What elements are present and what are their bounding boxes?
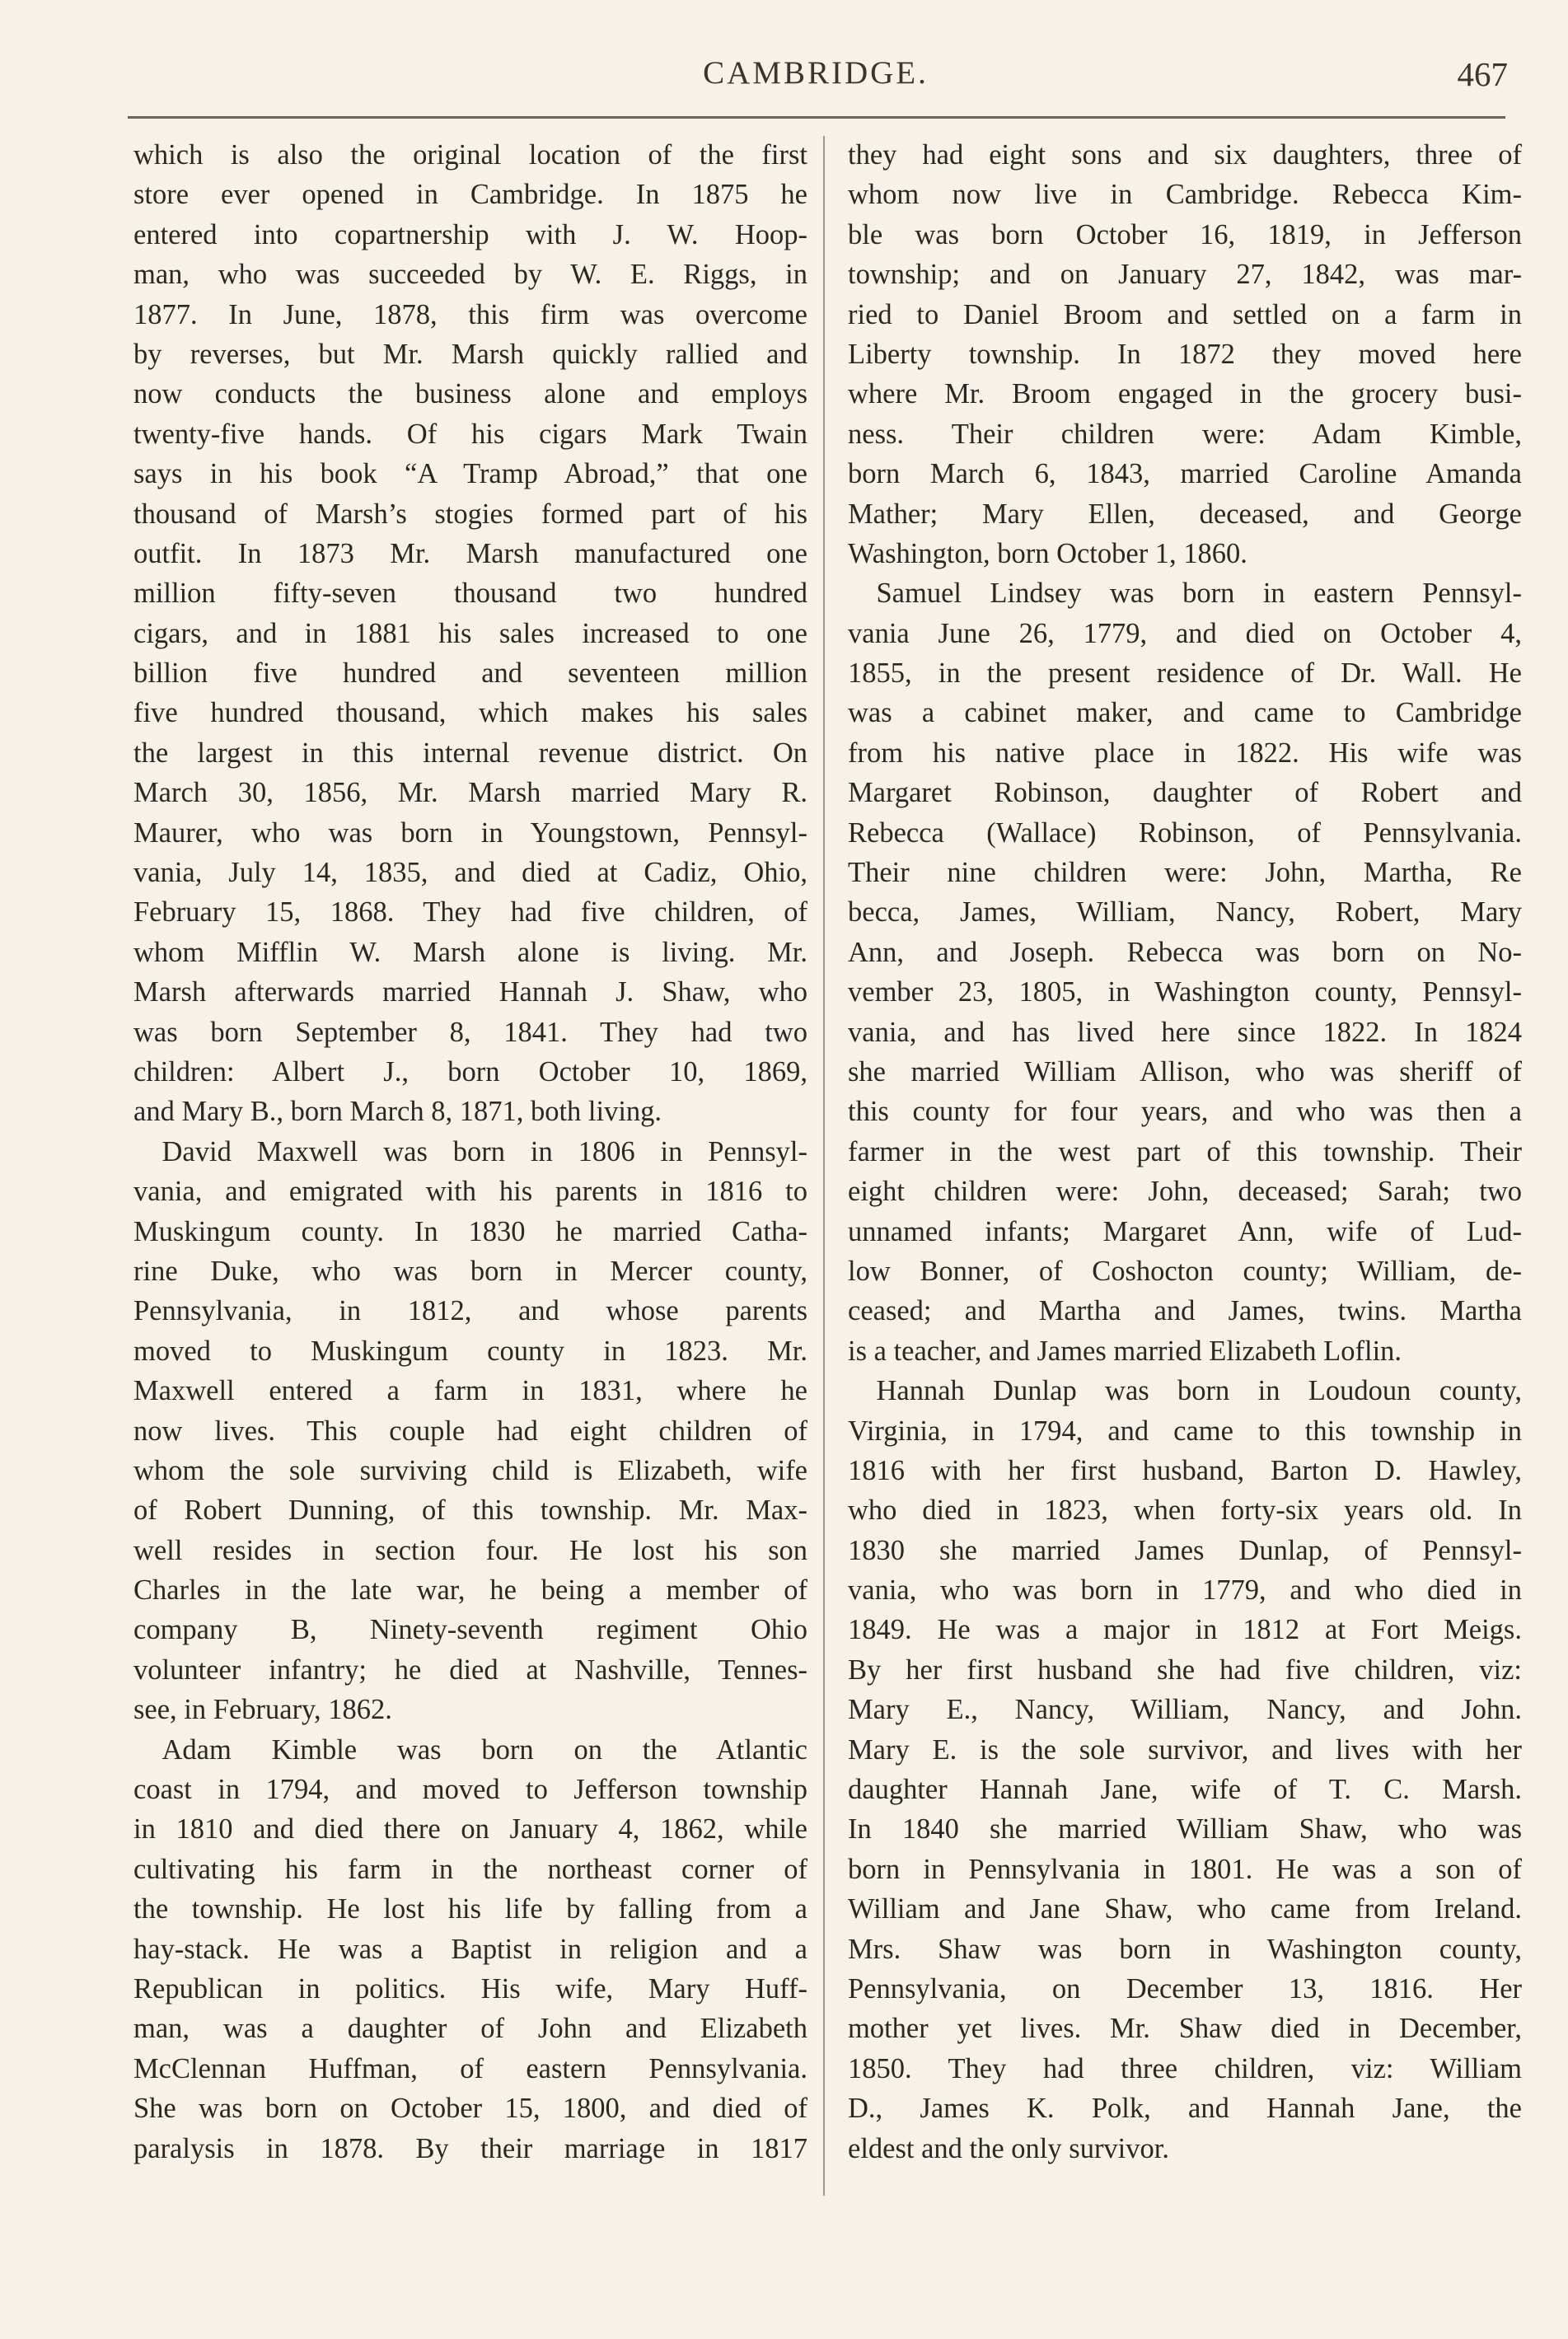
running-title: CAMBRIDGE. <box>703 55 929 91</box>
text-line: entered into copartnership with J. W. Hoop- <box>133 218 807 250</box>
text-line: from his native place in 1822. His wife was <box>848 737 1522 769</box>
text-line: who died in 1823, when forty-six years old. In <box>848 1495 1522 1527</box>
text-line: born in Pennsylvania in 1801. He was a son of <box>848 1853 1522 1885</box>
text-line: coast in 1794, and moved to Jefferson township <box>133 1774 807 1806</box>
text-line: man, was a daughter of John and Elizabeth <box>133 2013 807 2045</box>
text-line: now conducts the business alone and employs <box>133 378 807 410</box>
text-line: vania, who was born in 1779, and who died in <box>848 1574 1522 1607</box>
text-line: whom the sole surviving child is Elizabeth, wife <box>133 1454 807 1486</box>
text-line: Muskingum county. In 1830 he married Catha- <box>133 1215 807 1247</box>
text-line: they had eight sons and six daughters, three of <box>848 139 1522 171</box>
text-line: company B, Ninety-seventh regiment Ohio <box>133 1614 807 1646</box>
text-line: children: Albert J., born October 10, 1869, <box>133 1055 807 1088</box>
text-line: where Mr. Broom engaged in the grocery busi- <box>848 378 1522 410</box>
page-header <box>124 54 1508 104</box>
text-line: Mary E. is the sole survivor, and lives with her <box>848 1733 1522 1766</box>
text-line: billion five hundred and seventeen million <box>133 657 807 690</box>
text-line: she married William Allison, who was sheriff of <box>848 1055 1522 1088</box>
text-line: ness. Their children were: Adam Kimble, <box>848 418 1522 450</box>
text-line: cultivating his farm in the northeast corner of <box>133 1853 807 1885</box>
text-line: 1850. They had three children, viz: William <box>848 2052 1522 2084</box>
text-line: of Robert Dunning, of this township. Mr. Max- <box>133 1495 807 1527</box>
header-rule <box>128 116 1505 119</box>
text-line: D., James K. Polk, and Hannah Jane, the <box>848 2093 1522 2125</box>
text-line: township; and on January 27, 1842, was mar- <box>848 259 1522 291</box>
text-line: By her first husband she had five children, viz: <box>848 1654 1522 1686</box>
text-line: vania June 26, 1779, and died on October 4, <box>848 617 1522 649</box>
text-line: rine Duke, who was born in Mercer county, <box>133 1255 807 1287</box>
text-line: ried to Daniel Broom and settled on a farm in <box>848 298 1522 330</box>
text-line: David Maxwell was born in 1806 in Pennsyl- <box>133 1135 807 1167</box>
text-line: and Mary B., born March 8, 1871, both living. <box>133 1096 662 1128</box>
text-line: Charles in the late war, he being a member of <box>133 1574 807 1607</box>
column-divider <box>823 136 825 2196</box>
text-line: Samuel Lindsey was born in eastern Pennsyl- <box>848 578 1522 610</box>
text-line: five hundred thousand, which makes his sales <box>133 697 807 729</box>
page-number: 467 <box>1457 55 1508 93</box>
text-line: McClennan Huffman, of eastern Pennsylvania. <box>133 2052 807 2084</box>
text-line: Virginia, in 1794, and came to this township in <box>848 1415 1522 1447</box>
text-line: Maurer, who was born in Youngstown, Pennsyl- <box>133 816 807 849</box>
text-line: was born September 8, 1841. They had two <box>133 1016 807 1048</box>
text-line: was a cabinet maker, and came to Cambridge <box>848 697 1522 729</box>
text-line: vania, and has lived here since 1822. In 1824 <box>848 1016 1522 1048</box>
text-line: Hannah Dunlap was born in Loudoun county, <box>848 1375 1522 1407</box>
text-line: the township. He lost his life by falling from a <box>133 1893 807 1925</box>
text-line: thousand of Marsh’s stogies formed part of his <box>133 498 807 530</box>
text-line: well resides in section four. He lost his son <box>133 1534 807 1566</box>
text-line: born March 6, 1843, married Caroline Amanda <box>848 458 1522 490</box>
text-line: ble was born October 16, 1819, in Jefferson <box>848 218 1522 250</box>
text-line: 1855, in the present residence of Dr. Wall. He <box>848 657 1522 690</box>
text-line: Maxwell entered a farm in 1831, where he <box>133 1375 807 1407</box>
text-line: 1816 with her first husband, Barton D. Hawley, <box>848 1454 1522 1486</box>
text-line: store ever opened in Cambridge. In 1875 he <box>133 179 807 211</box>
text-line: see, in February, 1862. <box>133 1694 392 1726</box>
text-line: February 15, 1868. They had five children, of <box>133 896 807 929</box>
text-line: now lives. This couple had eight children of <box>133 1415 807 1447</box>
text-line: 1877. In June, 1878, this firm was overcome <box>133 298 807 330</box>
text-line: which is also the original location of the first <box>133 139 807 171</box>
text-line: whom Mifflin W. Marsh alone is living. Mr. <box>133 936 807 968</box>
text-line: Mary E., Nancy, William, Nancy, and John. <box>848 1694 1522 1726</box>
text-line: Pennsylvania, in 1812, and whose parents <box>133 1295 807 1327</box>
text-line: Liberty township. In 1872 they moved here <box>848 338 1522 370</box>
text-line: In 1840 she married William Shaw, who was <box>848 1813 1522 1845</box>
text-line: eight children were: John, deceased; Sarah; two <box>848 1176 1522 1208</box>
text-line: Republican in politics. His wife, Mary Huff- <box>133 1972 807 2005</box>
text-line: million fifty-seven thousand two hundred <box>133 578 807 610</box>
text-line: cigars, and in 1881 his sales increased to one <box>133 617 807 649</box>
text-line: Ann, and Joseph. Rebecca was born on No- <box>848 936 1522 968</box>
text-line: William and Jane Shaw, who came from Ireland. <box>848 1893 1522 1925</box>
text-line: hay-stack. He was a Baptist in religion and a <box>133 1933 807 1965</box>
text-line: March 30, 1856, Mr. Marsh married Mary R. <box>133 777 807 809</box>
text-line: in 1810 and died there on January 4, 1862, while <box>133 1813 807 1845</box>
text-line: Mather; Mary Ellen, deceased, and George <box>848 498 1522 530</box>
text-line: outfit. In 1873 Mr. Marsh manufactured one <box>133 537 807 569</box>
text-line: 1830 she married James Dunlap, of Pennsyl- <box>848 1534 1522 1566</box>
text-line: vember 23, 1805, in Washington county, Pennsyl- <box>848 976 1522 1008</box>
text-line: unnamed infants; Margaret Ann, wife of Lud- <box>848 1215 1522 1247</box>
text-line: paralysis in 1878. By their marriage in 1817 <box>133 2132 807 2164</box>
text-line: man, who was succeeded by W. E. Riggs, in <box>133 259 807 291</box>
left-column <box>133 135 807 2168</box>
text-line: low Bonner, of Coshocton county; William, de- <box>848 1255 1522 1287</box>
text-line: the largest in this internal revenue district. On <box>133 737 807 769</box>
text-line: Pennsylvania, on December 13, 1816. Her <box>848 1972 1522 2005</box>
text-line: 1849. He was a major in 1812 at Fort Meigs. <box>848 1614 1522 1646</box>
text-line: becca, James, William, Nancy, Robert, Mary <box>848 896 1522 929</box>
text-line: Adam Kimble was born on the Atlantic <box>133 1733 807 1766</box>
text-line: this county for four years, and who was then a <box>848 1096 1522 1128</box>
text-line: daughter Hannah Jane, wife of T. C. Marsh. <box>848 1774 1522 1806</box>
text-line: farmer in the west part of this township. Their <box>848 1135 1522 1167</box>
text-line: vania, and emigrated with his parents in 1816 to <box>133 1176 807 1208</box>
text-line: Marsh afterwards married Hannah J. Shaw, who <box>133 976 807 1008</box>
text-line: says in his book “A Tramp Abroad,” that one <box>133 458 807 490</box>
text-line: She was born on October 15, 1800, and died of <box>133 2093 807 2125</box>
text-line: mother yet lives. Mr. Shaw died in December, <box>848 2013 1522 2045</box>
text-line: Margaret Robinson, daughter of Robert and <box>848 777 1522 809</box>
text-line: vania, July 14, 1835, and died at Cadiz, Ohio, <box>133 857 807 889</box>
text-line: Their nine children were: John, Martha, Re <box>848 857 1522 889</box>
text-line: volunteer infantry; he died at Nashville, Tennes- <box>133 1654 807 1686</box>
text-line: eldest and the only survivor. <box>848 2132 1169 2164</box>
right-column <box>848 135 1522 2168</box>
text-line: Rebecca (Wallace) Robinson, of Pennsylvania. <box>848 816 1522 849</box>
text-line: Mrs. Shaw was born in Washington county, <box>848 1933 1522 1965</box>
text-line: by reverses, but Mr. Marsh quickly rallied and <box>133 338 807 370</box>
text-line: moved to Muskingum county in 1823. Mr. <box>133 1335 807 1367</box>
text-line: Washington, born October 1, 1860. <box>848 537 1247 569</box>
text-line: ceased; and Martha and James, twins. Martha <box>848 1295 1522 1327</box>
text-line: is a teacher, and James married Elizabeth Loflin. <box>848 1335 1402 1367</box>
text-line: twenty-five hands. Of his cigars Mark Twain <box>133 418 807 450</box>
text-line: whom now live in Cambridge. Rebecca Kim- <box>848 179 1522 211</box>
